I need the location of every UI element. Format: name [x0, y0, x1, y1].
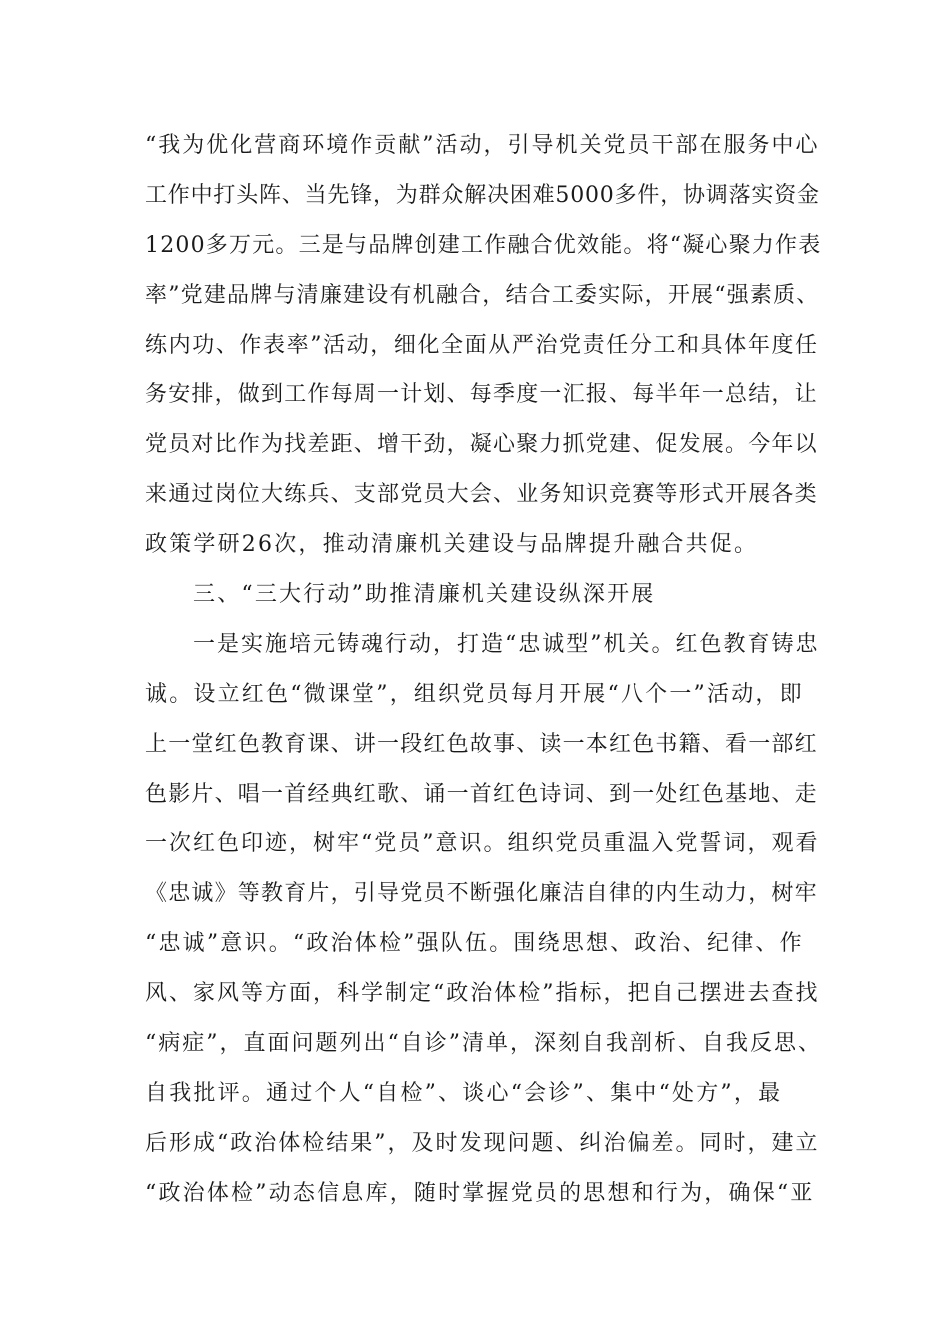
text-line: 一次红色印迹，树牢“党员”意识。组织党员重温入党誓词，观看 [145, 831, 820, 856]
text-line: 后形成“政治体检结果”，及时发现问题、纠治偏差。同时，建立 [145, 1131, 820, 1156]
text-line: 党员对比作为找差距、增干劲，凝心聚力抓党建、促发展。今年以 [145, 432, 818, 457]
text-line: 练内功、作表率”活动，细化全面从严治党责任分工和具体年度任 [145, 333, 819, 358]
text-line: 政策学研26次，推动清廉机关建设与品牌提升融合共促。 [145, 532, 759, 557]
text-line: “病症”，直面问题列出“自诊”清单，深刻自我剖析、自我反思、 [145, 1031, 822, 1056]
text-line: 风、家风等方面，科学制定“政治体检”指标，把自己摆进去查找 [145, 981, 820, 1006]
text-line: 工作中打头阵、当先锋，为群众解决困难5000多件，协调落实资金 [145, 183, 820, 208]
text-line: “忠诚”意识。“政治体检”强队伍。围绕思想、政治、纪律、作 [145, 931, 804, 956]
text-line: 来通过岗位大练兵、支部党员大会、业务知识竞赛等形式开展各类 [145, 482, 818, 507]
text-line: 1200多万元。三是与品牌创建工作融合优效能。将“凝心聚力作表 [145, 233, 822, 258]
text-line: 《忠诚》等教育片，引导党员不断强化廉洁自律的内生动力，树牢 [145, 881, 818, 906]
text-line: 上一堂红色教育课、讲一段红色故事、读一本红色书籍、看一部红 [145, 732, 818, 757]
text-line: 务安排，做到工作每周一计划、每季度一汇报、每半年一总结，让 [145, 382, 818, 407]
text-line: “政治体检”动态信息库，随时掌握党员的思想和行为，确保“亚 [145, 1181, 815, 1206]
text-line: “我为优化营商环境作贡献”活动，引导机关党员干部在服务中心 [145, 133, 820, 158]
text-line: 率”党建品牌与清廉建设有机融合，结合工委实际，开展“强素质、 [145, 283, 820, 308]
text-line: 诚。设立红色“微课堂”，组织党员每月开展“八个一”活动，即 [145, 682, 804, 707]
text-line: 色影片、唱一首经典红歌、诵一首红色诗词、到一处红色基地、走 [145, 782, 818, 807]
text-line: 一是实施培元铸魂行动，打造“忠诚型”机关。红色教育铸忠 [193, 632, 820, 657]
section-heading: 三、“三大行动”助推清廉机关建设纵深开展 [193, 582, 656, 607]
text-line: 自我批评。通过个人“自检”、谈心“会诊”、集中“处方”，最 [145, 1081, 783, 1106]
